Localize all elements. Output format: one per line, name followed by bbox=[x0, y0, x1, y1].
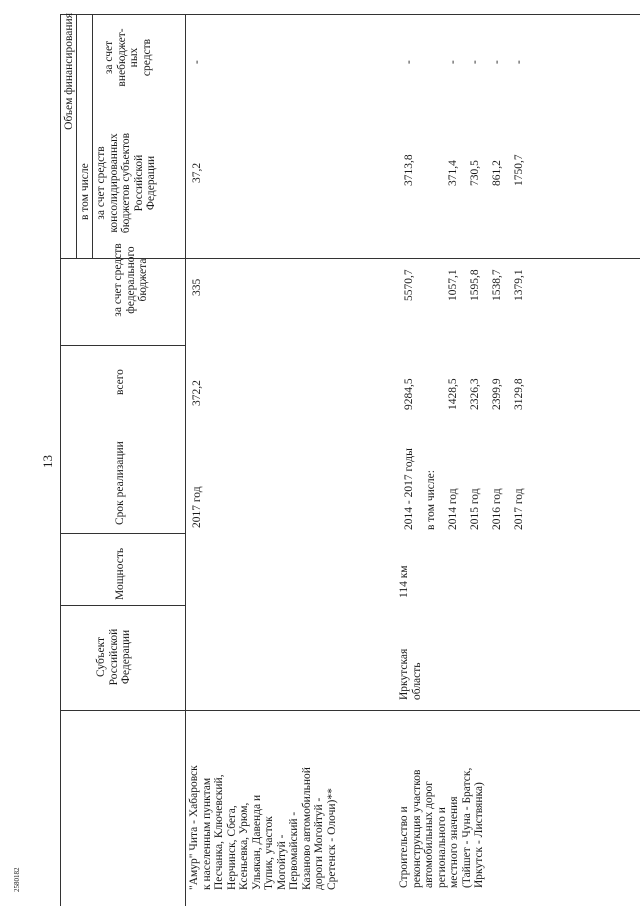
row2-regional: 3713,8 371,4 730,5 861,2 1750,7 bbox=[403, 154, 525, 186]
header-subject: Субъект Российской Федерации bbox=[95, 628, 132, 686]
header-including: в том числе bbox=[79, 163, 91, 220]
row1-federal: 335 bbox=[191, 278, 203, 296]
row2-capacity: 114 км bbox=[398, 565, 410, 598]
footer-code: 2580182 bbox=[13, 867, 21, 892]
header-total: всего bbox=[114, 369, 126, 395]
header-extrabudget: за счет внебюджет- ных средств bbox=[103, 28, 153, 87]
header-regional: за счет средств консолидированных бюджетов субъектов Российской Федерации bbox=[95, 132, 157, 234]
row2-periods: 2014 - 2017 годы в том числе: 2014 год 2015 год 2016 год 2017 год bbox=[403, 448, 525, 530]
row1-period: 2017 год bbox=[191, 486, 203, 528]
header-period: Срок реализации bbox=[114, 441, 126, 525]
row2-subject: Иркутская область bbox=[398, 648, 423, 700]
row1-total: 372,2 bbox=[191, 380, 203, 406]
row1-regional: 37,2 bbox=[191, 162, 203, 183]
row2-name: Строительство и реконструкция участков автомобильных дорог регионального и местного значения (Тайшет - Чуна - Братск, Иркутск - Листвянка) bbox=[398, 767, 485, 888]
row2-extra: - - - - - bbox=[403, 60, 525, 64]
row2-federal: 5570,7 1057,1 1595,8 1538,7 1379,1 bbox=[403, 269, 525, 301]
row1-extra: - bbox=[191, 60, 203, 64]
row2-total: 9284,5 1428,5 2326,3 2399,9 3129,8 bbox=[403, 378, 525, 410]
header-federal: за счет средств федерального бюджета bbox=[112, 243, 149, 317]
row1-name: "Амур" Чита - Хабаровск к населенным пунктам Песчанка, Ключевский, Нерчинск, Сбега, Ксеньевка, Урюм, Ульякан, Давенда и Тупик, участок Могойтуй - Первомайский - Казаново автомобильной дороги Могойтуй - Сретенск - Олочи)** bbox=[188, 765, 338, 890]
header-funding: Объем финансирования bbox=[63, 13, 75, 130]
header-capacity: Мощность bbox=[114, 547, 126, 600]
page-number: 13 bbox=[40, 455, 55, 468]
